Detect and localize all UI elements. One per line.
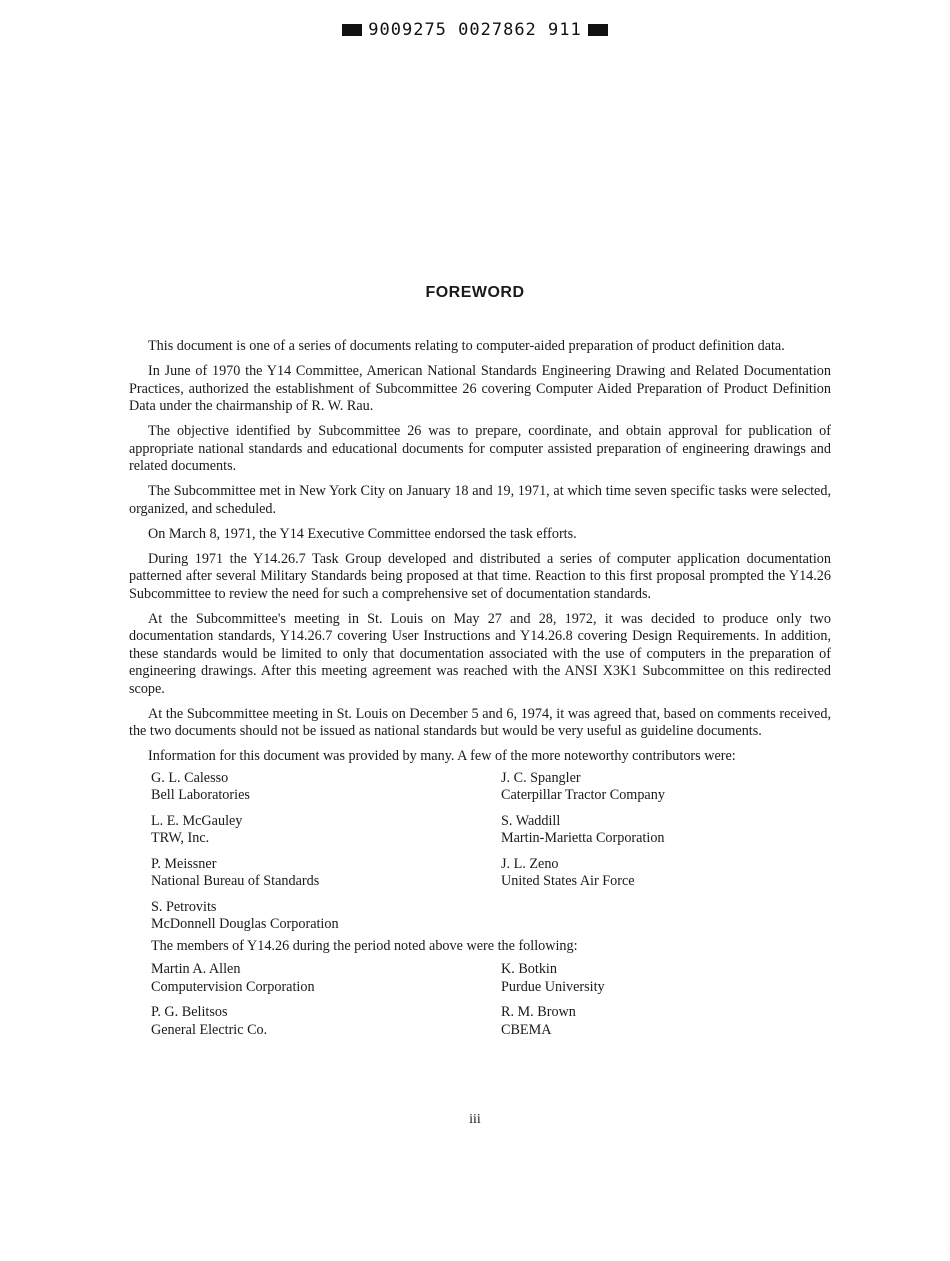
- member-name: Martin A. Allen: [151, 961, 241, 977]
- paragraph: This document is one of a series of documents relating to computer-aided preparation of product definition data.: [148, 338, 785, 354]
- paragraph: In June of 1970 the Y14 Committee, American National Standards Engineering Drawing and Related Documentation Practices, authorized the establishment of Subcommittee 26 covering Computer Aided Preparation of Product Definition Data under the chairmanship of R. W. Rau.: [129, 363, 831, 414]
- contributors-list: [151, 770, 831, 938]
- contributor-entry: [151, 899, 501, 934]
- contributor-name: J. L. Zeno: [501, 855, 559, 872]
- member-org: Purdue University: [501, 978, 605, 995]
- barcode-block-right: [588, 24, 608, 36]
- contributor-org: Caterpillar Tractor Company: [501, 787, 665, 803]
- contributor-entry: [151, 770, 501, 805]
- paragraph: At the Subcommittee meeting in St. Louis on December 5 and 6, 1974, it was agreed that, based on comments received, the two documents should not be issued as national standards but would be very useful as guideline documents.: [129, 705, 831, 739]
- member-name: R. M. Brown: [501, 1004, 576, 1020]
- page-title: FOREWORD: [425, 284, 525, 301]
- paragraph: Information for this document was provided by many. A few of the more noteworthy contributors were:: [148, 748, 736, 764]
- contributor-name: G. L. Calesso: [151, 769, 229, 786]
- contributor-name: S. Waddill: [501, 812, 561, 829]
- paragraph: During 1971 the Y14.26.7 Task Group developed and distributed a series of computer application documentation patterned after several Military Standards being proposed at that time. Reaction to this first proposal prompted the Y14.26 Subcommittee to review the need for such a comprehensive set of documentation standards.: [129, 550, 831, 602]
- paragraph: The Subcommittee met in New York City on January 18 and 19, 1971, at which time seven specific tasks were selected, organized, and scheduled.: [129, 483, 831, 517]
- contributor-entry: [151, 856, 501, 891]
- contributor-entry: [501, 856, 841, 891]
- contributor-entry: [501, 813, 841, 848]
- member-name: K. Botkin: [501, 961, 557, 977]
- page-number: iii: [469, 1112, 481, 1127]
- contributor-entry: [151, 813, 501, 848]
- contributor-name: L. E. McGauley: [151, 812, 243, 829]
- members-list: [151, 961, 831, 1047]
- contributor-org: TRW, Inc.: [151, 830, 210, 846]
- member-name: P. G. Belitsos: [151, 1004, 228, 1020]
- contributor-name: S. Petrovits: [151, 898, 217, 915]
- contributor-entry: [501, 770, 841, 805]
- paragraph: On March 8, 1971, the Y14 Executive Committee endorsed the task efforts.: [148, 525, 577, 542]
- member-entry: [151, 961, 501, 996]
- contributor-org: Bell Laboratories: [151, 787, 250, 803]
- members-intro: The members of Y14.26 during the period noted above were the following:: [151, 937, 578, 954]
- paragraph: At the Subcommittee's meeting in St. Louis on May 27 and 28, 1972, it was decided to produce only two documentation standards, Y14.26.7 covering User Instructions and Y14.26.8 covering Design Requirements. In addition, these standards would be limited to only that documentation associated with the use of computers in the preparation of engineering drawings. After this meeting agreement was reached with the ANSI X3K1 Subcommittee on this redirected scope.: [129, 610, 831, 697]
- contributor-name: J. C. Spangler: [501, 769, 581, 786]
- member-org: CBEMA: [501, 1021, 552, 1038]
- contributor-org: United States Air Force: [501, 873, 635, 889]
- contributor-org: Martin-Marietta Corporation: [501, 830, 665, 846]
- control-number: 9009275 0027862 911: [368, 20, 582, 40]
- member-entry: [501, 961, 841, 996]
- member-entry: [151, 1004, 501, 1039]
- document-control-code: [0, 20, 950, 40]
- contributor-name: P. Meissner: [151, 855, 217, 872]
- foreword-body: [129, 338, 831, 1047]
- member-org: General Electric Co.: [151, 1021, 268, 1038]
- contributor-org: National Bureau of Standards: [151, 873, 320, 889]
- contributor-org: McDonnell Douglas Corporation: [151, 916, 339, 932]
- member-entry: [501, 1004, 841, 1039]
- barcode-block-left: [342, 24, 362, 36]
- member-org: Computervision Corporation: [151, 978, 315, 995]
- paragraph: The objective identified by Subcommittee 26 was to prepare, coordinate, and obtain approval for publication of appropriate national standards and educational documents for computer assisted preparation of engineering drawings and related documents.: [129, 423, 831, 474]
